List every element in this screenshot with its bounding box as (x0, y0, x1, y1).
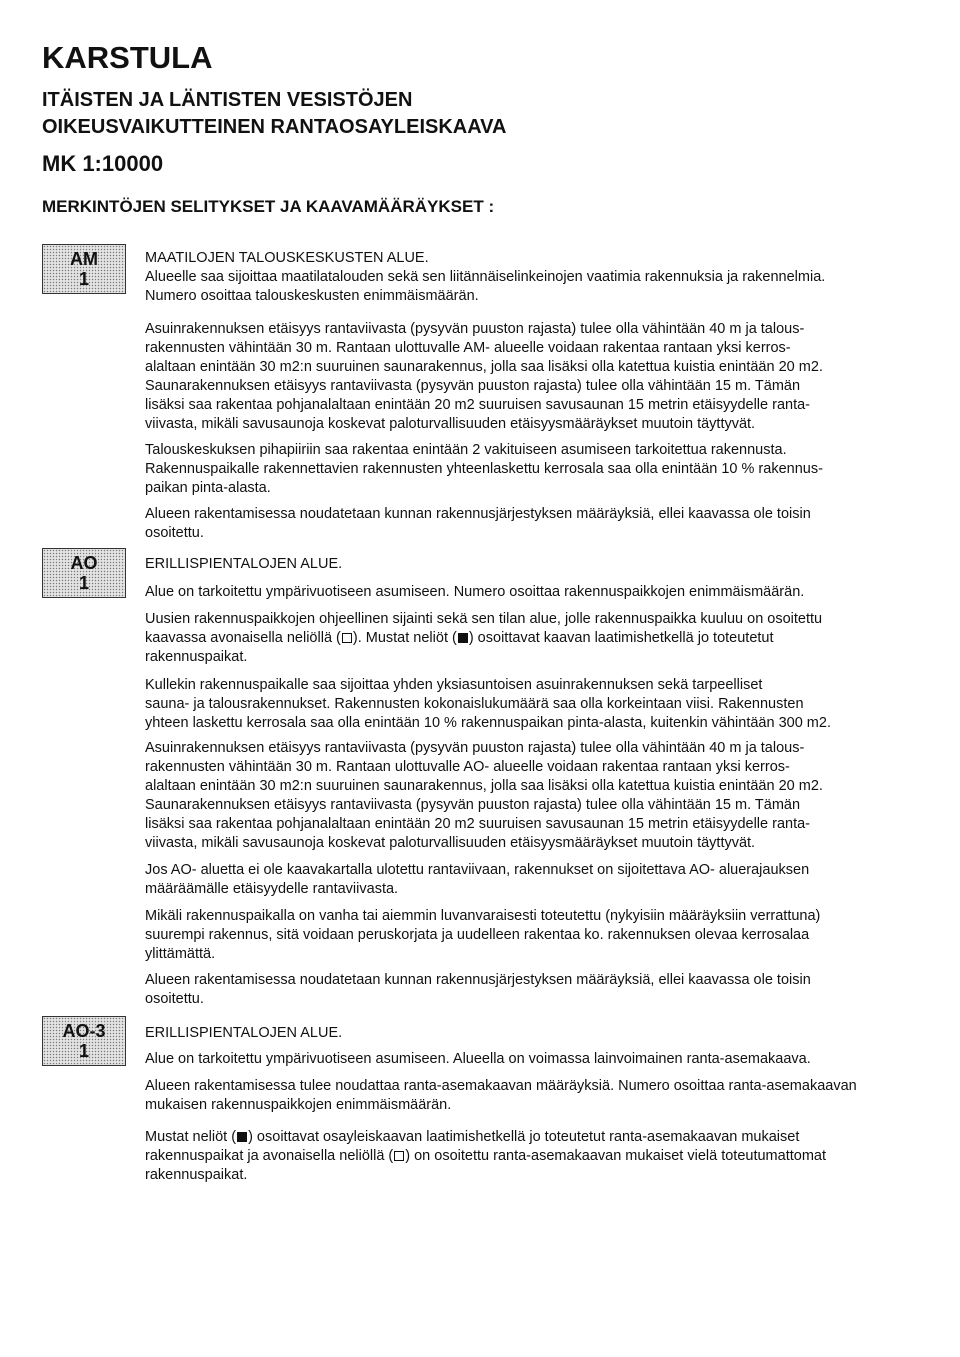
am-building-distances: Asuinrakennuksen etäisyys rantaviivasta (pysyvän puuston rajasta) tulee olla vähintään 40 m ja talous- rakennusten vähintään 30 m. Rantaan ulottuvalle AM- alueelle voidaan rakentaa rantaan yksi kerros- alaltaan enintään 30 m2:n suuruinen saunarakennus, jolla saa lisäksi olla katettua kuistia enintään 20 m2. Saunarakennuksen etäisyys rantaviivasta (pysyvän puuston rajasta) tulee olla vähintään 15 m. Tämän lisäksi saa rakentaa pohjanalaltaan enintään 20 m2 suuruisen savusaunan 15 metrin etäisyydelle ranta- viivasta, mikäli savusaunoja koskevat paloturvallisuuden etäisyysmääräykset muutoin täyttyvät. (145, 321, 823, 432)
am-building-code: Alueen rakentamisessa noudatetaan kunnan rakennusjärjestyksen määräyksiä, ellei kaavassa ole toisin osoitettu. (145, 506, 811, 541)
ao3-plan-rules: Alueen rakentamisessa tulee noudattaa ranta-asemakaavan määräyksiä. Numero osoittaa ranta-asemakaavan mukaisen rakennuspaikkojen enimmäismäärän. (145, 1078, 857, 1113)
page-title: KARSTULA (42, 40, 213, 75)
ao-title: ERILLISPIENTALOJEN ALUE. (145, 556, 343, 572)
legend-heading: MERKINTÖJEN SELITYKSET JA KAAVAMÄÄRÄYKSET : (42, 197, 495, 216)
am-yard-rules: Talouskeskuksen pihapiiriin saa rakentaa enintään 2 vakituiseen asumiseen tarkoitettua rakennusta. Rakennuspaikalle rakennettavien rakennusten yhteenlaskettu kerrosala saa olla enintään 10 % rakennus- paikan pinta-alasta. (145, 442, 823, 496)
ao3-title: ERILLISPIENTALOJEN ALUE. (145, 1025, 343, 1041)
open-square-icon (394, 1151, 404, 1161)
map-scale: MK 1:10000 (42, 151, 164, 176)
zone-number: 1 (78, 573, 89, 593)
zone-number: 1 (78, 269, 89, 289)
ao3-plot-symbols: Mustat neliöt ( ) osoittavat osayleiskaavan laatimishetkellä jo toteutetut ranta-asemakaavan mukaiset rakennuspaikat ja avonaisella neliöllä ( ) on osoitettu ranta-asemakaavan mukaiset vielä toteutumattomat rakennuspaikat. (145, 1129, 826, 1183)
zone-symbol-ao-3 (42, 1016, 126, 1066)
open-square-icon (342, 633, 352, 643)
zone-symbol-am (42, 244, 126, 294)
ao3-purpose: Alue on tarkoitettu ympärivuotiseen asumiseen. Alueella on voimassa lainvoimainen ranta-asemakaava. (145, 1051, 811, 1067)
ao-building-distances: Asuinrakennuksen etäisyys rantaviivasta (pysyvän puuston rajasta) tulee olla vähintään 40 m ja talous- rakennusten vähintään 30 m. Rantaan ulottuvalle AO- alueelle voidaan rakentaa rantaan yksi kerros- alaltaan enintään 30 m2:n suuruinen saunarakennus, jolla saa lisäksi olla katettua kuistia enintään 20 m2. Saunarakennuksen etäisyys rantaviivasta (pysyvän puuston rajasta) tulee olla vähintään 15 m. Tämän lisäksi saa rakentaa pohjanalaltaan enintään 20 m2 suuruisen savusaunan 15 metrin etäisyydelle ranta- viivasta, mikäli savusaunoja koskevat paloturvallisuuden etäisyysmääräykset muutoin täyttyvät. (145, 740, 823, 851)
zone-symbol-ao (42, 548, 126, 598)
plan-subtitle-line-1: ITÄISTEN JA LÄNTISTEN VESISTÖJEN (42, 89, 413, 111)
zone-code: AO (70, 553, 98, 573)
ao-shoreline-rule: Jos AO- aluetta ei ole kaavakartalla ulotettu rantaviivaan, rakennukset on sijoitettava AO- aluerajauksen määräämälle etäisyydelle rantaviivasta. (145, 862, 810, 897)
am-description: MAATILOJEN TALOUSKESKUSTEN ALUE. Alueelle saa sijoittaa maatilatalouden sekä sen liitännäiselinkeinojen vaatimia rakennuksia ja rakennelmia. Numero osoittaa talouskeskusten enimmäismäärän. (145, 250, 826, 304)
ao-building-code: Alueen rakentamisessa noudatetaan kunnan rakennusjärjestyksen määräyksiä, ellei kaavassa ole toisin osoitettu. (145, 972, 811, 1007)
zone-code: AO-3 (62, 1021, 106, 1041)
ao-renovation-rule: Mikäli rakennuspaikalla on vanha tai aiemmin luvanvaraisesti toteutettu (nykyisiin määräyksiin verrattuna) suurempi rakennus, sitä voidaan peruskorjata ja uudelleen rakentaa ko. rakennuksen olevaa kerrosalaa ylittämättä. (145, 908, 821, 962)
plan-subtitle-line-2: OIKEUSVAIKUTTEINEN RANTAOSAYLEISKAAVA (42, 116, 507, 138)
zone-code: AM (70, 249, 98, 269)
filled-square-icon (237, 1132, 247, 1142)
filled-square-icon (458, 633, 468, 643)
ao-purpose: Alue on tarkoitettu ympärivuotiseen asumiseen. Numero osoittaa rakennuspaikkojen enimmäismäärän. (145, 584, 805, 600)
ao-building-rules: Kullekin rakennuspaikalle saa sijoittaa yhden yksiasuntoisen asuinrakennuksen sekä tarpeelliset sauna- ja talousrakennukset. Rakennusten kokonaislukumäärä saa olla korkeintaan viisi. Rakennusten yhteen laskettu kerrosala saa olla enintään 10 % rakennuspaikan pinta-alasta, kuitenkin vähintään 300 m2. (145, 677, 831, 731)
zone-number: 1 (78, 1041, 89, 1061)
ao-plot-locations: Uusien rakennuspaikkojen ohjeellinen sijainti sekä sen tilan alue, jolle rakennuspaikka kuuluu on osoitettu kaavassa avonaisella neliöllä ( ). Mustat neliöt ( ) osoittavat kaavan laatimishetkellä jo toteutetut rakennuspaikat. (145, 611, 823, 665)
